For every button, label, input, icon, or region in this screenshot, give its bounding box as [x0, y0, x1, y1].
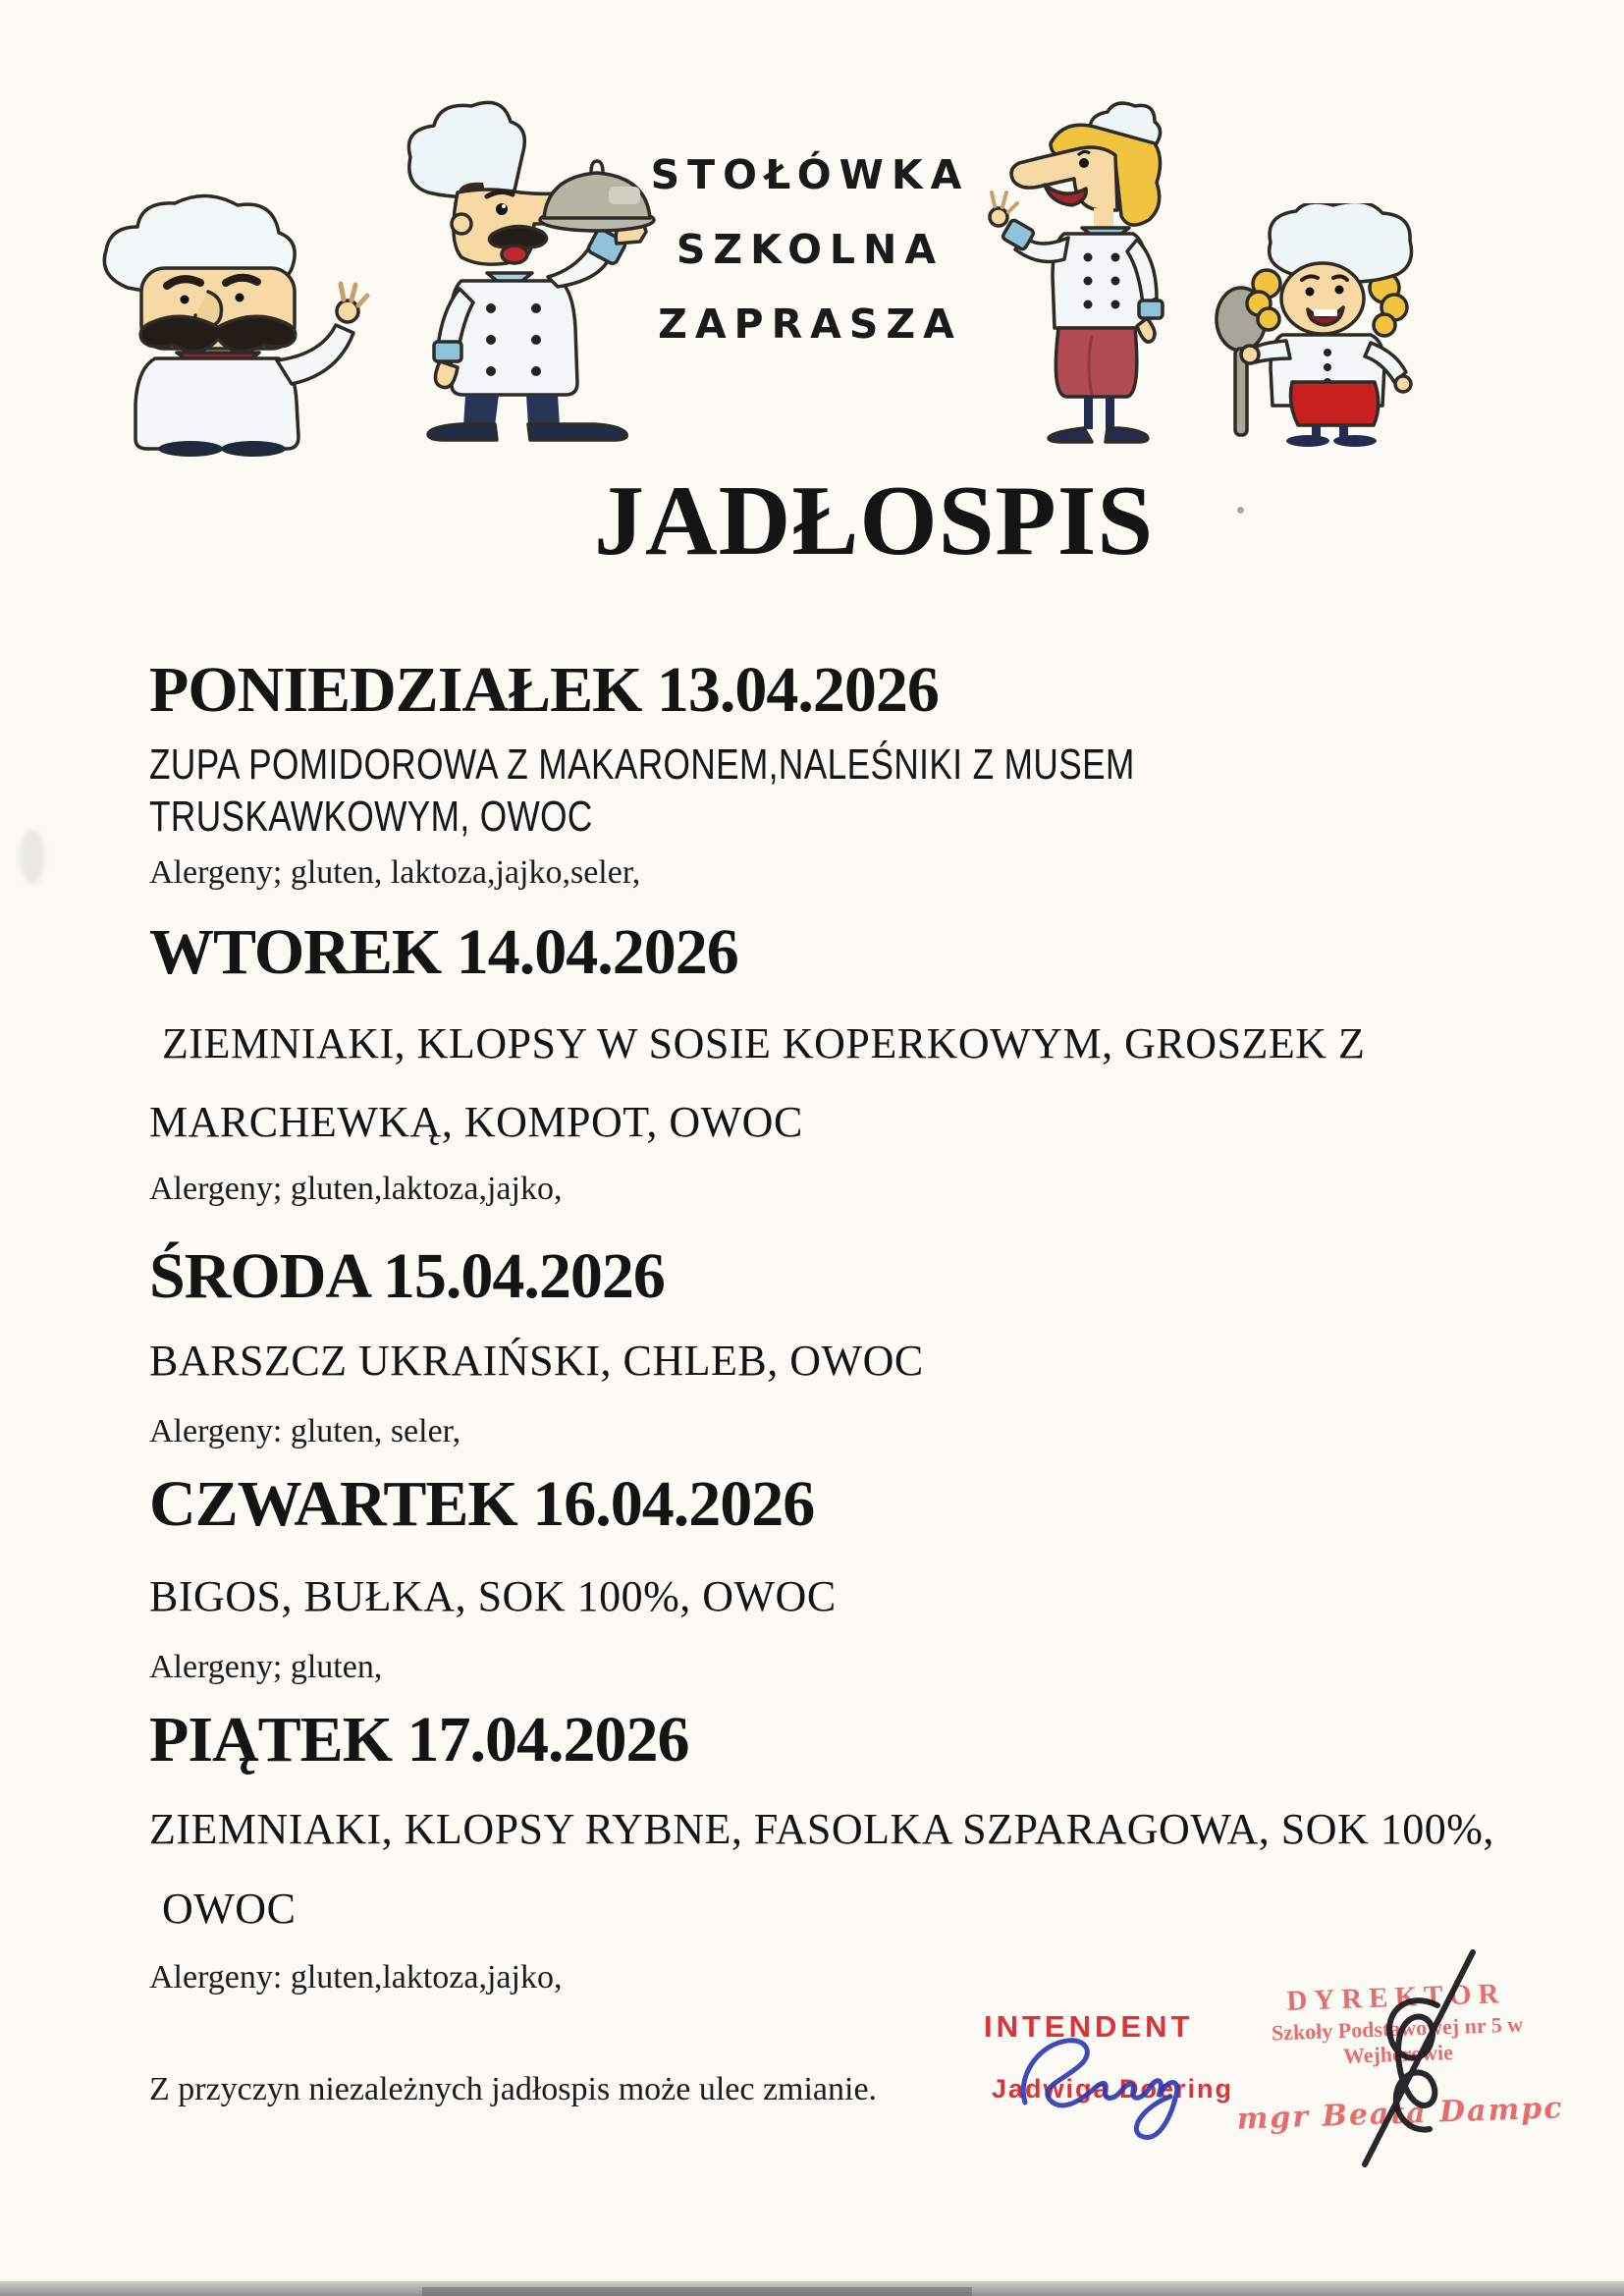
dyrektor-signature: [1327, 1946, 1499, 2172]
allergens-monday: Alergeny; gluten, laktoza,jajko,seler,: [149, 854, 641, 891]
intendent-signature: [1011, 2018, 1203, 2151]
allergens-thursday: Alergeny; gluten,: [149, 1649, 383, 1685]
allergens-friday: Alergeny: gluten,laktoza,jajko,: [149, 1959, 563, 1995]
slogan-line-2: SZKOLNA: [676, 226, 945, 273]
chef-mustache-ok-icon: [90, 190, 385, 457]
girl-chef-spoon-icon: [1210, 203, 1435, 447]
menu-line: TRUSKAWKOWYM, OWOC: [149, 793, 593, 841]
intendent-stamp-name: Jadwiga Doering: [992, 2074, 1234, 2104]
female-chef-ok-icon: [982, 100, 1178, 444]
dyrektor-stamp-title: DYREKTOR: [1285, 1978, 1506, 2017]
day-header-tuesday: WTOREK 14.04.2026: [149, 916, 738, 988]
intendent-stamp-title: INTENDENT: [984, 2009, 1194, 2044]
day-header-wednesday: ŚRODA 15.04.2026: [149, 1240, 665, 1312]
dyrektor-stamp-school: Szkoły Podstawowej nr 5 w Wejherowie: [1271, 2011, 1524, 2068]
chef-holding-platter-icon: [401, 94, 660, 442]
slogan-line-1: STOŁÓWKA: [650, 151, 970, 198]
day-header-thursday: CZWARTEK 16.04.2026: [149, 1468, 815, 1540]
slogan-line-3: ZAPRASZA: [658, 301, 962, 348]
menu-line: BARSZCZ UKRAIŃSKI, CHLEB, OWOC: [149, 1337, 924, 1385]
day-header-friday: PIĄTEK 17.04.2026: [149, 1704, 689, 1776]
menu-line: OWOC: [162, 1885, 297, 1933]
menu-line: MARCHEWKĄ, KOMPOT, OWOC: [149, 1098, 803, 1146]
allergens-wednesday: Alergeny: gluten, seler,: [149, 1413, 461, 1449]
scan-smudge: [20, 830, 45, 884]
scan-speck: [1237, 507, 1244, 514]
menu-line: ZUPA POMIDOROWA Z MAKARONEM,NALEŚNIKI Z MUSEM: [149, 740, 1135, 789]
disclaimer-note: Z przyczyn niezależnych jadłospis może ulec zmianie.: [149, 2071, 878, 2107]
scanner-edge: [0, 2281, 1624, 2296]
allergens-tuesday: Alergeny; gluten,laktoza,jajko,: [149, 1171, 563, 1207]
slogan-block: [628, 137, 992, 361]
menu-line: ZIEMNIAKI, KLOPSY W SOSIE KOPERKOWYM, GROSZEK Z: [162, 1019, 1366, 1067]
menu-line: BIGOS, BUŁKA, SOK 100%, OWOC: [149, 1572, 837, 1620]
page-title: JADŁOSPIS: [594, 465, 1155, 576]
dyrektor-stamp-name: mgr Beata Dampc: [1236, 2091, 1565, 2137]
scanner-edge-shadow: [422, 2287, 972, 2296]
menu-line: ZIEMNIAKI, KLOPSY RYBNE, FASOLKA SZPARAGOWA, SOK 100%,: [149, 1805, 1494, 1853]
day-header-monday: PONIEDZIAŁEK 13.04.2026: [149, 654, 939, 726]
